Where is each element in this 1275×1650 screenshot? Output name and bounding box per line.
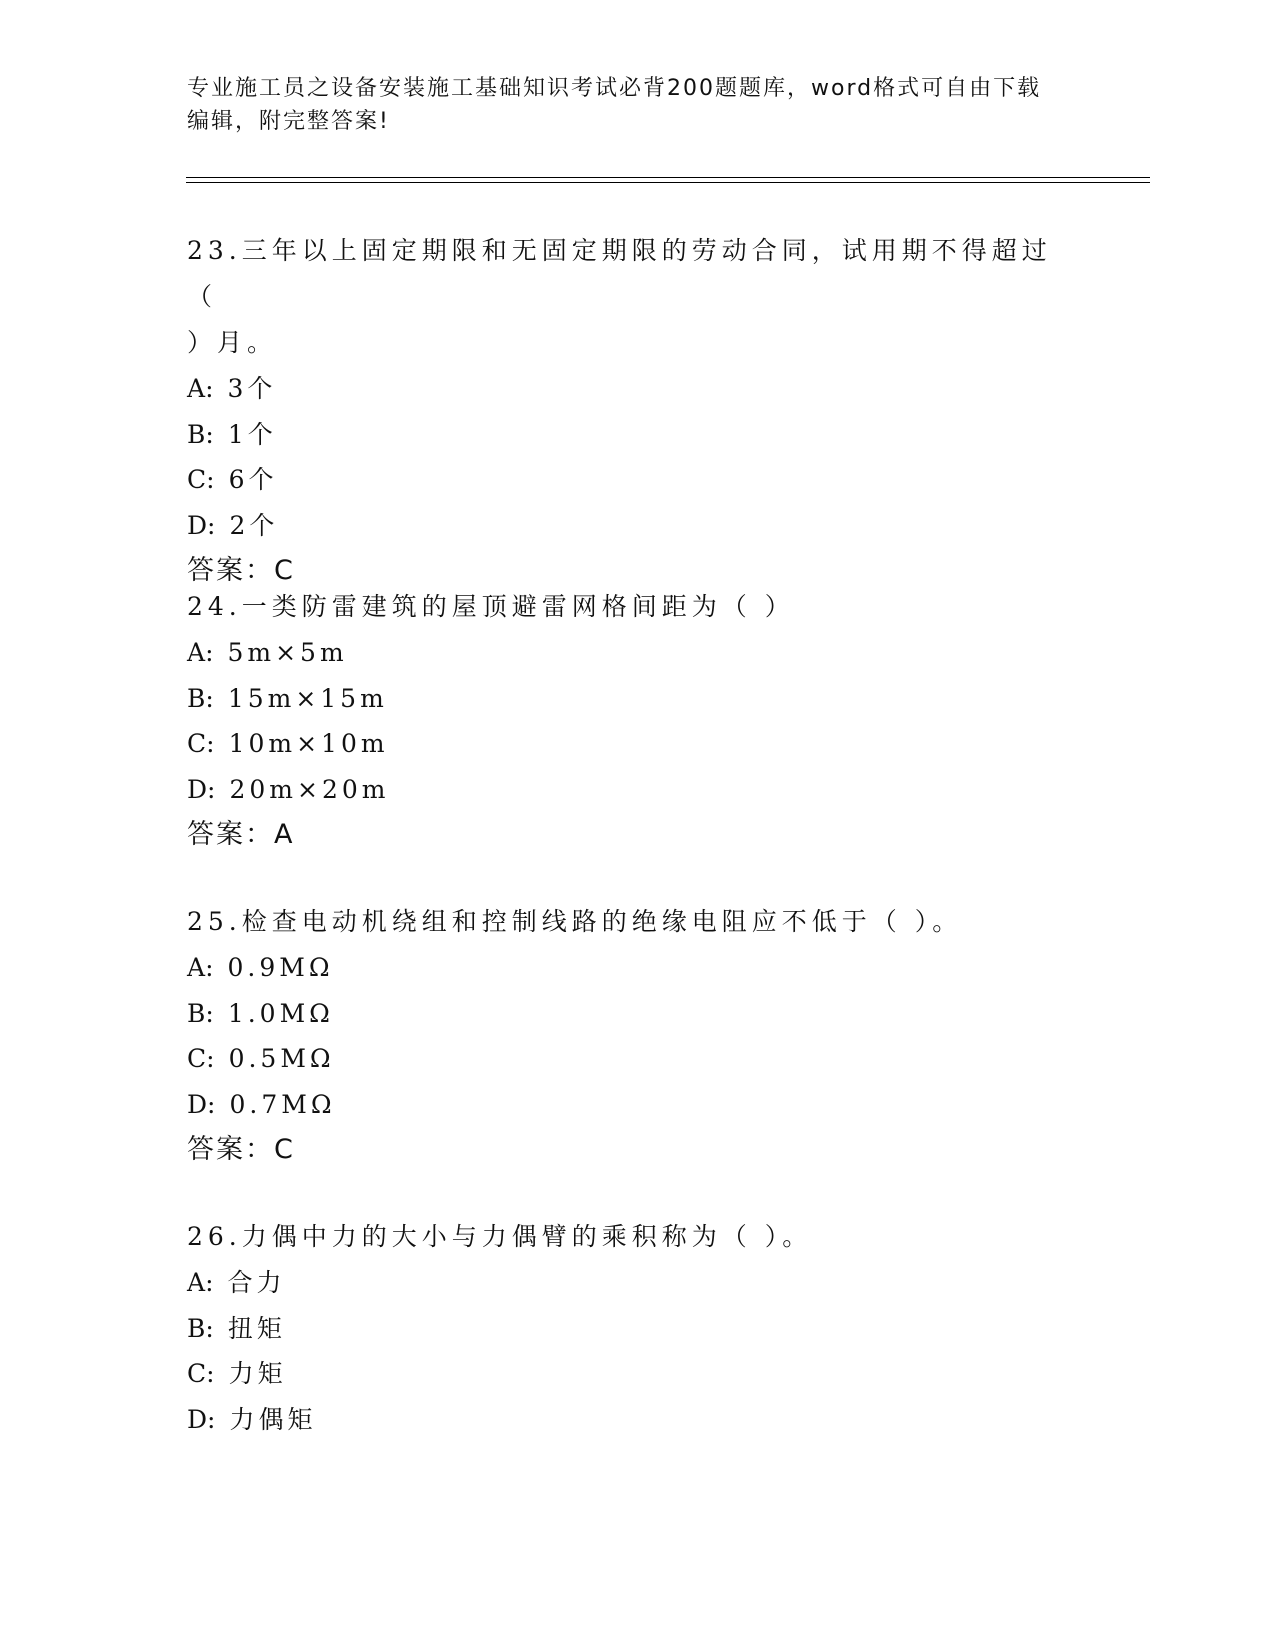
option-text: 合力 — [227, 1268, 286, 1297]
answer-value: A — [274, 819, 293, 850]
option-a: A: 3个 — [187, 374, 277, 403]
header-title-line1: 专业施工员之设备安装施工基础知识考试必背200题题库，word格式可自由下载 — [187, 76, 1042, 101]
option-text: 6个 — [228, 465, 278, 494]
option-text: 20m×20m — [229, 774, 390, 804]
question-23 — [187, 228, 1067, 594]
option-text: 力偶矩 — [229, 1404, 317, 1434]
option-text: 5m×5m — [227, 638, 348, 667]
option-letter: B — [187, 419, 206, 449]
option-b: B: 1.0MΩ — [187, 998, 334, 1028]
option-text: 力矩 — [228, 1359, 287, 1388]
answer-label: 答案： — [187, 1134, 274, 1165]
option-letter: D — [187, 1089, 208, 1119]
option-a: A: 5m×5m — [187, 638, 348, 667]
option-c: C: 0.5MΩ — [187, 1044, 335, 1073]
option-letter: C — [187, 1359, 207, 1388]
option-letter: A — [187, 374, 206, 403]
option-letter: B — [187, 998, 206, 1028]
option-c: C: 6个 — [187, 465, 278, 494]
option-c: C: 力矩 — [187, 1359, 287, 1388]
option-b: B: 1个 — [187, 419, 277, 449]
option-letter: C — [187, 465, 207, 494]
option-text: 0.5MΩ — [228, 1044, 335, 1073]
header-rule-bottom — [186, 182, 1150, 183]
option-text: 0.7MΩ — [229, 1089, 336, 1119]
question-25 — [187, 899, 1067, 1173]
option-d: D: 力偶矩 — [187, 1404, 317, 1434]
option-b: B: 扭矩 — [187, 1313, 286, 1343]
option-d: D: 2个 — [187, 510, 279, 540]
option-text: 2个 — [229, 510, 279, 540]
option-letter: B — [187, 683, 206, 713]
answer-label: 答案： — [187, 555, 274, 586]
answer-value: C — [274, 555, 293, 586]
option-text: 1.0MΩ — [227, 998, 334, 1028]
answer-value: C — [274, 1134, 293, 1165]
option-text: 1个 — [227, 419, 277, 449]
option-letter: D — [187, 1404, 208, 1434]
option-text: 10m×10m — [228, 729, 389, 758]
option-letter: D — [187, 774, 208, 804]
question-26 — [187, 1214, 1067, 1442]
option-d: D: 0.7MΩ — [187, 1089, 336, 1119]
question-24 — [187, 584, 1067, 858]
question-stem-line1: 24.一类防雷建筑的屋顶避雷网格间距为（ ） — [187, 592, 795, 621]
option-letter: C — [187, 1044, 207, 1073]
option-letter: B — [187, 1313, 206, 1343]
option-letter: D — [187, 510, 208, 540]
option-letter: A — [187, 1268, 206, 1297]
option-a: A: 合力 — [187, 1268, 286, 1297]
answer-line — [187, 1127, 1067, 1173]
document-header — [187, 72, 1087, 138]
header-title-line2: 编辑，附完整答案! — [187, 109, 390, 134]
option-d: D: 20m×20m — [187, 774, 390, 804]
option-a: A: 0.9MΩ — [187, 953, 334, 982]
question-stem-line1: 23.三年以上固定期限和无固定期限的劳动合同，试用期不得超过（ — [187, 236, 1052, 311]
question-stem-line1: 25.检查电动机绕组和控制线路的绝缘电阻应不低于（ ）。 — [187, 907, 963, 936]
option-c: C: 10m×10m — [187, 729, 389, 758]
option-letter: A — [187, 953, 206, 982]
answer-line — [187, 812, 1067, 858]
option-text: 扭矩 — [227, 1313, 286, 1343]
answer-label: 答案： — [187, 819, 274, 850]
header-rule-top — [186, 177, 1150, 178]
option-text: 15m×15m — [227, 683, 388, 713]
question-stem-line1: 26.力偶中力的大小与力偶臂的乘积称为（ ）。 — [187, 1222, 813, 1251]
question-stem-line2: ）月。 — [187, 328, 278, 357]
option-text: 0.9MΩ — [227, 953, 334, 982]
option-letter: C — [187, 729, 207, 758]
option-letter: A — [187, 638, 206, 667]
option-text: 3个 — [227, 374, 277, 403]
option-b: B: 15m×15m — [187, 683, 388, 713]
